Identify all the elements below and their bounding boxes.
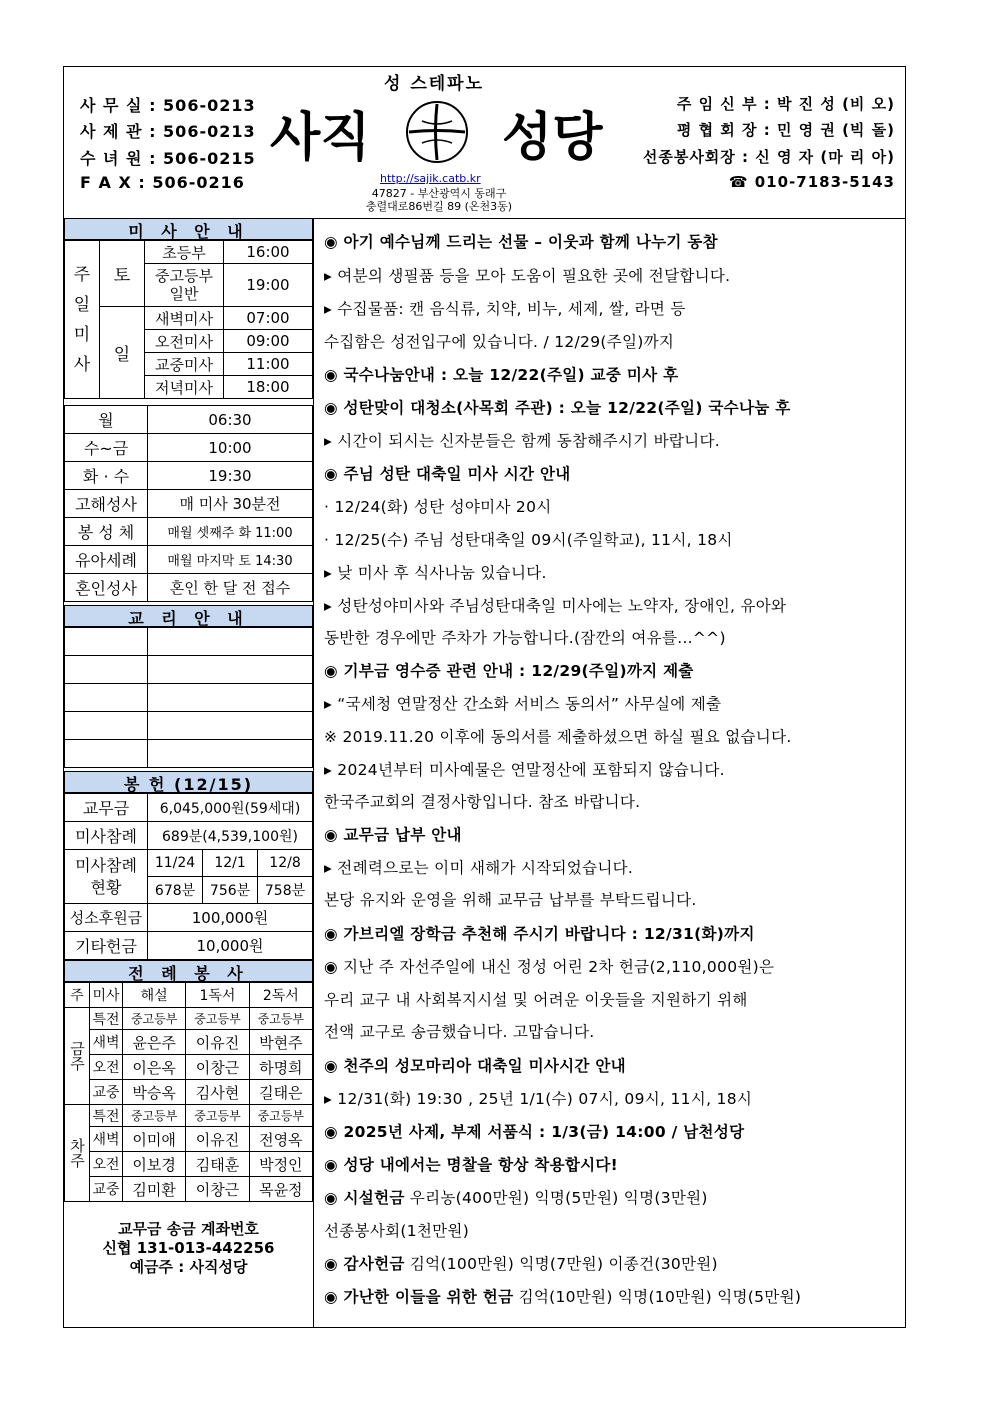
notice-heading: ◉ 천주의 성모마리아 대축일 미사시간 안내 <box>324 1057 626 1075</box>
liturgy-mass: 오전 <box>90 1055 123 1080</box>
left-sidebar <box>64 218 314 1327</box>
notice-bold-prefix: ◉ 가난한 이들을 위한 헌금 <box>324 1288 514 1306</box>
notice-heading: ◉ 주님 성탄 대축일 미사 시간 안내 <box>324 465 571 483</box>
liturgy-reader-2: 목윤정 <box>249 1177 312 1202</box>
schedule-value: 매 미사 30분전 <box>148 490 313 518</box>
schedule-value: 매월 셋째주 화 11:00 <box>148 518 313 546</box>
liturgy-reader-2: 전영옥 <box>249 1127 312 1152</box>
liturgy-commentator: 이보경 <box>123 1152 186 1177</box>
liturgy-reader-2: 중고등부 <box>249 1105 312 1127</box>
liturgy-reader-2: 박정인 <box>249 1152 312 1177</box>
liturgy-heading: 전 례 봉 사 <box>64 960 313 982</box>
notice-line: ◉ 감사헌금 김억(100만원) 익명(7만원) 이종건(30만원) <box>324 1255 718 1273</box>
weekday-mass-table <box>64 405 313 602</box>
schedule-label: 수~금 <box>65 434 148 462</box>
schedule-value: 매월 마지막 토 14:30 <box>148 546 313 574</box>
fax-number: F A X : 506-0216 <box>80 173 245 192</box>
notice-line: ▸ 낮 미사 후 식사나눔 있습니다. <box>324 564 547 582</box>
notice-line: 수집함은 성전입구에 있습니다. / 12/29(주일)까지 <box>324 333 675 351</box>
office-phone: 사 무 실 : 506-0213 <box>80 96 256 115</box>
notice-line: ◉ 시설헌금 우리농(400만원) 익명(5만원) 익명(3만원) <box>324 1189 708 1207</box>
liturgy-commentator: 김미환 <box>123 1177 186 1202</box>
mass-name: 저녁미사 <box>145 376 224 399</box>
mass-time: 18:00 <box>224 376 313 399</box>
liturgy-mass: 오전 <box>90 1152 123 1177</box>
parish-name-part2: 성당 <box>502 108 603 168</box>
schedule-value: 10:00 <box>148 434 313 462</box>
notice-heading: ◉ 2025년 사제, 부제 서품식 : 1/3(금) 14:00 / 남천성당 <box>324 1123 745 1141</box>
mass-name: 중고등부 일반 <box>145 264 224 307</box>
offering-value: 689분(4,539,100원) <box>148 822 313 850</box>
mass-time: 07:00 <box>224 307 313 330</box>
sunday-mass-table <box>64 240 313 399</box>
bulletin-frame <box>63 66 906 1328</box>
catechism-table <box>64 627 313 768</box>
catechism-heading: 교 리 안 내 <box>64 605 313 627</box>
offering-heading: 봉 헌 (12/15) <box>64 771 313 793</box>
this-week-label: 금주 <box>65 1008 90 1105</box>
liturgy-col: 주 <box>65 983 90 1008</box>
sunday-mass-label: 주 일 미 사 <box>65 241 100 399</box>
notice-line: 한국주교회의 결정사항입니다. 참조 바랍니다. <box>324 793 641 811</box>
offering-label: 미사참례 <box>65 822 148 850</box>
parish-name-part1: 사직 <box>270 108 371 168</box>
parish-cross-logo <box>404 99 470 165</box>
schedule-label: 혼인성사 <box>65 574 148 602</box>
attendance-count: 758분 <box>258 877 313 904</box>
liturgy-reader-2: 길태은 <box>249 1080 312 1105</box>
liturgy-reader-1: 이창근 <box>186 1177 249 1202</box>
address-line-2: 충렬대로86번길 89 (온천3동) <box>365 200 513 213</box>
funeral-service-head-info: 선종봉사회장 : 신 영 자 (마 리 아) <box>642 148 895 166</box>
council-president-info: 평 협 회 장 : 민 영 권 (빅 돌) <box>676 121 895 139</box>
liturgy-table <box>64 982 313 1202</box>
bulletin-header <box>64 67 905 219</box>
notice-line: ▸ 2024년부터 미사예물은 연말정산에 포함되지 않습니다. <box>324 761 725 779</box>
notice-line: · 12/24(화) 성탄 성야미사 20시 <box>324 498 552 516</box>
mass-time: 11:00 <box>224 353 313 376</box>
offering-label: 기타헌금 <box>65 932 148 960</box>
liturgy-reader-1: 이창근 <box>186 1055 249 1080</box>
attendance-date: 11/24 <box>148 850 203 877</box>
schedule-label: 고해성사 <box>65 490 148 518</box>
contact-phone: ☎ 010-7183-5143 <box>728 173 895 191</box>
notice-heading: ◉ 국수나눔안내 : 오늘 12/22(주일) 교중 미사 후 <box>324 366 679 384</box>
offering-label: 성소후원금 <box>65 904 148 932</box>
liturgy-reader-1: 중고등부 <box>186 1105 249 1127</box>
schedule-label: 봉 성 체 <box>65 518 148 546</box>
bank-account-number: 신협 131-013-442256 <box>102 1239 275 1257</box>
liturgy-commentator: 중고등부 <box>123 1105 186 1127</box>
liturgy-reader-2: 중고등부 <box>249 1008 312 1030</box>
notice-line: 우리 교구 내 사회복지시설 및 어려운 이웃들을 지원하기 위해 <box>324 991 748 1009</box>
liturgy-reader-2: 하명희 <box>249 1055 312 1080</box>
liturgy-commentator: 이은옥 <box>123 1055 186 1080</box>
schedule-label: 유아세례 <box>65 546 148 574</box>
notice-heading: ◉ 가브리엘 장학금 추천해 주시기 바랍니다 : 12/31(화)까지 <box>324 925 755 943</box>
parish-prefix: 성 스테파노 <box>384 74 485 94</box>
schedule-value: 06:30 <box>148 406 313 434</box>
liturgy-reader-2: 박현주 <box>249 1030 312 1055</box>
mass-schedule-heading: 미 사 안 내 <box>64 218 313 240</box>
liturgy-mass: 교중 <box>90 1177 123 1202</box>
notice-line: ▸ 성탄성야미사와 주님성탄대축일 미사에는 노약자, 장애인, 유아와 <box>324 597 787 615</box>
notice-line: · 12/25(수) 주님 성탄대축일 09시(주일학교), 11시, 18시 <box>324 531 733 549</box>
mass-time: 09:00 <box>224 330 313 353</box>
notice-line: ▸ 12/31(화) 19:30 , 25년 1/1(수) 07시, 09시, 11시, 18시 <box>324 1090 753 1108</box>
offering-value: 6,045,000원(59세대) <box>148 794 313 822</box>
mass-time: 16:00 <box>224 241 313 264</box>
liturgy-commentator: 박승옥 <box>123 1080 186 1105</box>
notice-line: 동반한 경우에만 주차가 가능합니다.(잠깐의 여유를...^^) <box>324 629 726 647</box>
notice-line: ※ 2019.11.20 이후에 동의서를 제출하셨으면 하실 필요 없습니다. <box>324 728 792 746</box>
pastor-info: 주 임 신 부 : 박 진 성 (비 오) <box>676 95 895 113</box>
liturgy-reader-1: 김태훈 <box>186 1152 249 1177</box>
schedule-value: 혼인 한 달 전 접수 <box>148 574 313 602</box>
liturgy-mass: 특전 <box>90 1008 123 1030</box>
notice-line: ▸ 여분의 생필품 등을 모아 도움이 필요한 곳에 전달합니다. <box>324 267 731 285</box>
notice-line: 본당 유지와 운영을 위해 교무금 납부를 부탁드립니다. <box>324 891 697 909</box>
offering-table <box>64 793 313 960</box>
notice-line: 선종봉사회(1천만원) <box>324 1222 470 1240</box>
notice-line: ▸ “국세청 연말정산 간소화 서비스 동의서” 사무실에 제출 <box>324 695 722 713</box>
parish-website-link[interactable]: http://sajik.catb.kr <box>380 172 481 185</box>
liturgy-reader-1: 중고등부 <box>186 1008 249 1030</box>
attendance-count: 678분 <box>148 877 203 904</box>
schedule-label: 월 <box>65 406 148 434</box>
attendance-label: 미사참례 현황 <box>65 850 148 904</box>
liturgy-mass: 교중 <box>90 1080 123 1105</box>
notice-heading: ◉ 성당 내에서는 명찰을 항상 착용합시다! <box>324 1156 619 1174</box>
notice-line: 전액 교구로 송금했습니다. 고맙습니다. <box>324 1023 595 1041</box>
liturgy-commentator: 이미애 <box>123 1127 186 1152</box>
notice-bold-prefix: ◉ 감사헌금 <box>324 1255 405 1273</box>
notice-line: ▸ 전례력으로는 이미 새해가 시작되었습니다. <box>324 859 634 877</box>
offering-label: 교무금 <box>65 794 148 822</box>
liturgy-reader-1: 이유진 <box>186 1030 249 1055</box>
next-week-label: 차주 <box>65 1105 90 1202</box>
liturgy-mass: 새벽 <box>90 1127 123 1152</box>
convent-phone: 수 녀 원 : 506-0215 <box>80 149 256 168</box>
attendance-count: 756분 <box>203 877 258 904</box>
notice-bold-prefix: ◉ 시설헌금 <box>324 1189 405 1207</box>
liturgy-reader-1: 이유진 <box>186 1127 249 1152</box>
sunday-label: 일 <box>100 307 145 399</box>
notice-heading: ◉ 교무금 납부 안내 <box>324 826 462 844</box>
liturgy-reader-1: 김사현 <box>186 1080 249 1105</box>
mass-name: 새벽미사 <box>145 307 224 330</box>
saturday-label: 토 <box>100 241 145 307</box>
notice-line: ▸ 시간이 되시는 신자분들은 함께 동참해주시기 바랍니다. <box>324 432 720 450</box>
address-line-1: 47827 - 부산광역시 동래구 <box>371 187 507 200</box>
liturgy-col: 1독서 <box>186 983 249 1008</box>
notice-heading: ◉ 성탄맞이 대청소(사목회 주관) : 오늘 12/22(주일) 국수나눔 후 <box>324 399 791 417</box>
notice-heading: ◉ 아기 예수님께 드리는 선물 – 이웃과 함께 나누기 동참 <box>324 233 718 251</box>
schedule-label: 화 · 수 <box>65 462 148 490</box>
bank-account-info <box>64 1220 313 1277</box>
attendance-date: 12/8 <box>258 850 313 877</box>
liturgy-col: 2독서 <box>249 983 312 1008</box>
offering-value: 100,000원 <box>148 904 313 932</box>
liturgy-commentator: 윤은주 <box>123 1030 186 1055</box>
liturgy-mass: 특전 <box>90 1105 123 1127</box>
liturgy-col: 해설 <box>123 983 186 1008</box>
notice-line: ▸ 수집물품: 캔 음식류, 치약, 비누, 세제, 쌀, 라면 등 <box>324 300 686 318</box>
attendance-date: 12/1 <box>203 850 258 877</box>
mass-time: 19:00 <box>224 264 313 307</box>
rectory-phone: 사 제 관 : 506-0213 <box>80 122 256 141</box>
parish-address <box>339 187 539 213</box>
bank-account-holder: 예금주 : 사직성당 <box>129 1258 248 1276</box>
notice-line: ◉ 가난한 이들을 위한 헌금 김억(10만원) 익명(10만원) 익명(5만원) <box>324 1288 802 1306</box>
mass-name: 초등부 <box>145 241 224 264</box>
liturgy-mass: 새벽 <box>90 1030 123 1055</box>
notice-heading: ◉ 기부금 영수증 관련 안내 : 12/29(주일)까지 제출 <box>324 662 694 680</box>
mass-name: 오전미사 <box>145 330 224 353</box>
bank-account-title: 교무금 송금 계좌번호 <box>118 1220 259 1238</box>
mass-name: 교중미사 <box>145 353 224 376</box>
notices-column <box>314 218 905 1327</box>
notice-line: ◉ 지난 주 자선주일에 내신 정성 어린 2차 헌금(2,110,000원)은 <box>324 958 775 976</box>
schedule-value: 19:30 <box>148 462 313 490</box>
offering-value: 10,000원 <box>148 932 313 960</box>
liturgy-commentator: 중고등부 <box>123 1008 186 1030</box>
liturgy-col: 미사 <box>90 983 123 1008</box>
